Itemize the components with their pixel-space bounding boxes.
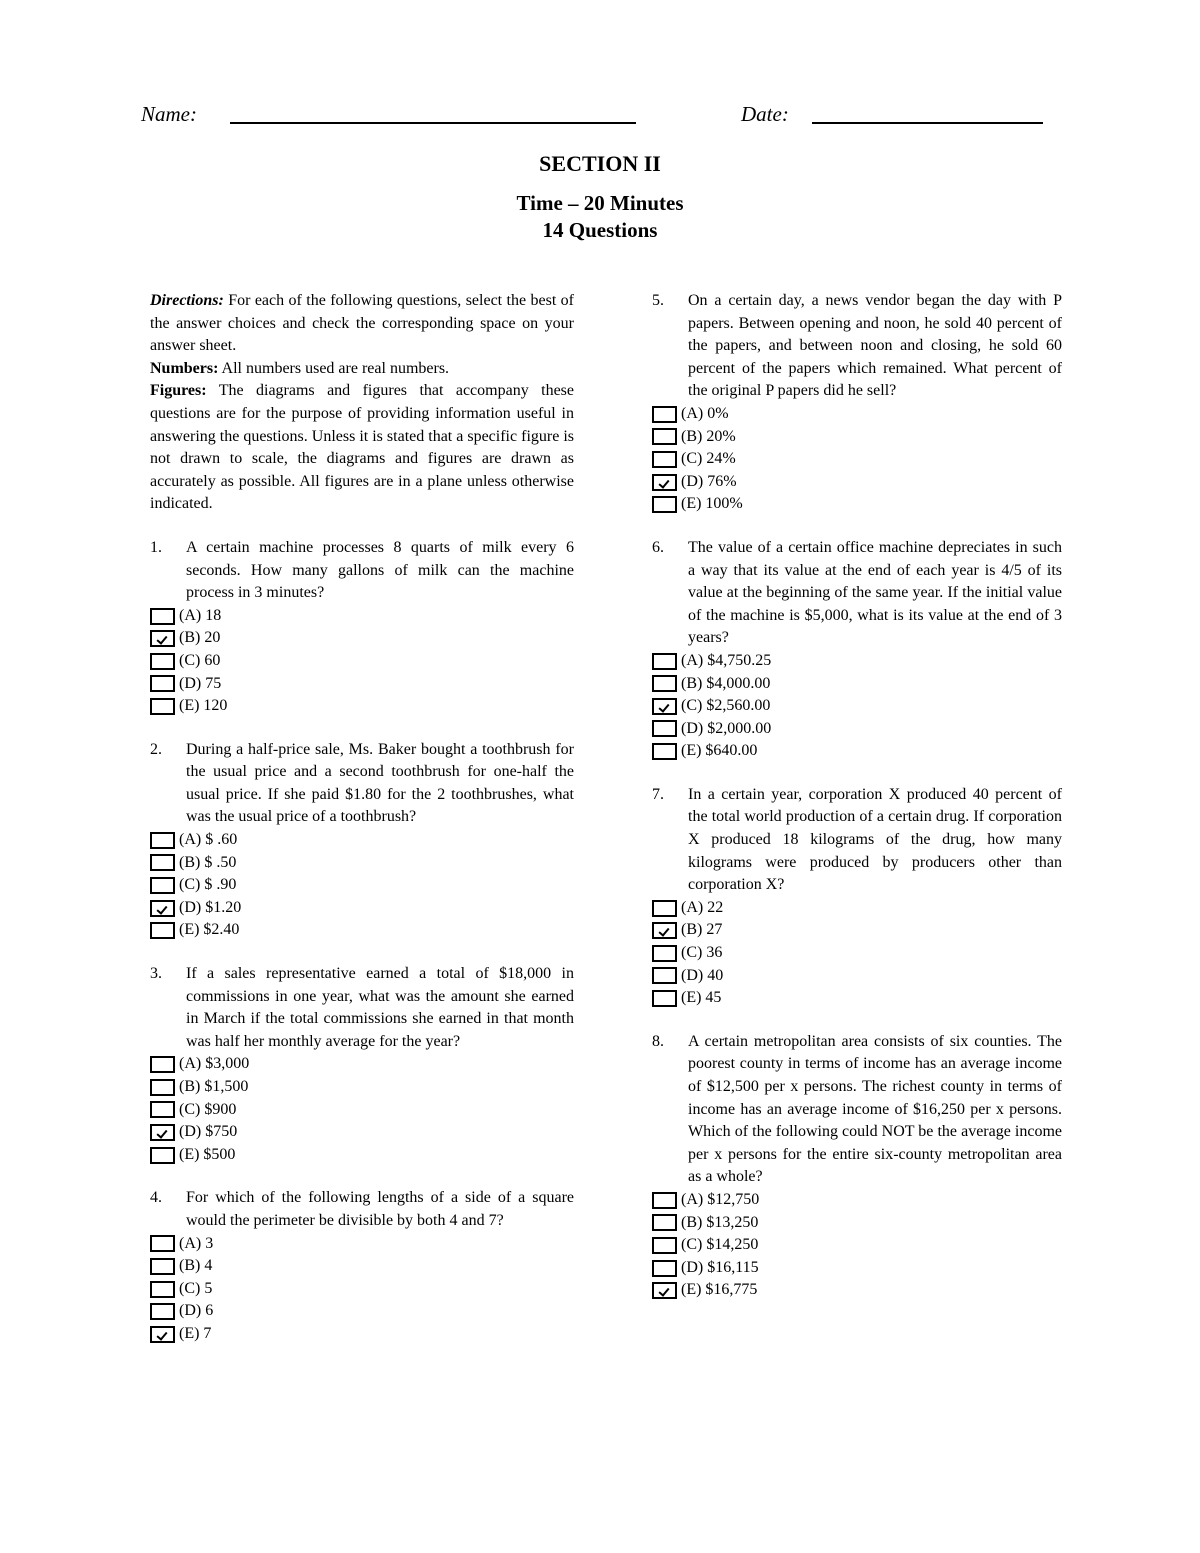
question-text: For which of the following lengths of a side of a square would the perimeter be divisible by both 4 and 7? <box>186 1189 574 1229</box>
answer-choice[interactable] <box>652 987 1062 1010</box>
question-7 <box>652 784 1062 1010</box>
question-2 <box>150 739 574 942</box>
answer-choice[interactable] <box>652 650 1062 673</box>
answer-choice[interactable] <box>150 1099 574 1122</box>
numbers-label: Numbers: <box>150 359 219 377</box>
question-8 <box>652 1031 1062 1302</box>
answer-choice[interactable] <box>652 673 1062 696</box>
choice-label: (D) 6 <box>179 1302 214 1320</box>
questions-left <box>150 537 574 1346</box>
choice-label: (E) $640.00 <box>681 742 758 760</box>
question-3 <box>150 963 574 1166</box>
choice-label: (A) $12,750 <box>681 1190 760 1208</box>
answer-choice[interactable] <box>652 965 1062 988</box>
choice-label: (A) 0% <box>681 404 729 422</box>
time-limit: Time – 20 Minutes <box>516 191 684 215</box>
answer-choice[interactable] <box>652 471 1062 494</box>
question-1 <box>150 537 574 718</box>
question-number: 7. <box>652 785 664 803</box>
choice-label: (A) $ .60 <box>179 831 238 849</box>
checkbox[interactable] <box>150 1079 175 1096</box>
question-number: 6. <box>652 538 664 556</box>
choice-label: (C) $ .90 <box>179 876 237 894</box>
choice-label: (D) 76% <box>681 472 737 490</box>
checked-checkbox[interactable] <box>652 474 677 491</box>
answer-choice[interactable] <box>150 874 574 897</box>
answer-choice[interactable] <box>652 1189 1062 1212</box>
checked-checkbox[interactable] <box>150 900 175 917</box>
question-stem <box>150 537 574 605</box>
checkbox[interactable] <box>150 608 175 625</box>
choice-label: (D) 75 <box>179 674 222 692</box>
choice-label: (D) 40 <box>681 966 724 984</box>
right-column <box>652 290 1062 1323</box>
choice-label: (C) 24% <box>681 450 736 468</box>
answer-choice[interactable] <box>652 919 1062 942</box>
answer-choice[interactable] <box>150 1076 574 1099</box>
directions-text: For each of the following questions, select the best of the answer choices and check the corresponding space on your answer sheet. <box>150 292 574 355</box>
directions-paragraph <box>150 290 574 358</box>
question-text: The value of a certain office machine depreciates in such a way that its value at the end of each year is 4/5 of its value at the beginning of the same year. If the initial value of the machine is $5,000, what is its value at the end of 3 years? <box>688 538 1062 647</box>
question-stem <box>652 784 1062 897</box>
choice-label: (C) 60 <box>179 651 221 669</box>
checkbox[interactable] <box>652 945 677 962</box>
left-column <box>150 290 574 1367</box>
choice-label: (B) $1,500 <box>179 1078 249 1095</box>
answer-choice[interactable] <box>150 897 574 920</box>
answer-choice[interactable] <box>652 426 1062 449</box>
checkbox[interactable] <box>652 743 677 760</box>
answer-choice[interactable] <box>150 1053 574 1076</box>
question-number: 1. <box>150 538 162 556</box>
answer-choice[interactable] <box>150 1121 574 1144</box>
checkbox[interactable] <box>150 1101 175 1118</box>
checkbox[interactable] <box>150 832 175 849</box>
choice-label: (E) $2.40 <box>179 921 240 939</box>
checkbox[interactable] <box>150 1303 175 1320</box>
choice-label: (D) $2,000.00 <box>681 719 772 737</box>
question-stem <box>652 290 1062 403</box>
question-stem <box>652 537 1062 650</box>
answer-choice[interactable] <box>150 1300 574 1323</box>
checkbox[interactable] <box>652 406 677 423</box>
question-text: During a half-price sale, Ms. Baker bought a toothbrush for the usual price and a second toothbrush for one-half the usual price. If she paid $1.80 for the 2 toothbrushes, what was the usual price of a toothbrush? <box>186 740 574 826</box>
choice-label: (E) 45 <box>681 989 722 1007</box>
question-number: 8. <box>652 1032 664 1050</box>
choice-label: (A) 18 <box>179 606 222 624</box>
answer-choice[interactable] <box>652 695 1062 718</box>
date-label: Date: <box>741 102 789 126</box>
checkbox[interactable] <box>652 496 677 513</box>
numbers-text: All numbers used are real numbers. <box>218 359 450 377</box>
choice-label: (C) $14,250 <box>681 1236 759 1254</box>
checkbox[interactable] <box>652 900 677 917</box>
question-stem <box>150 1187 574 1232</box>
answer-choice[interactable] <box>150 1144 574 1167</box>
choice-label: (B) 20 <box>179 629 221 647</box>
checkbox[interactable] <box>150 877 175 894</box>
answer-choice[interactable] <box>150 1255 574 1278</box>
choice-label: (E) 120 <box>179 697 228 715</box>
question-text: On a certain day, a news vendor began the day with P papers. Between opening and noon, he sold 40 percent of the papers, and between noon and closing, he sold 60 percent of the papers which remained. What percent of the original P papers did he sell? <box>688 292 1062 400</box>
checkbox[interactable] <box>150 653 175 670</box>
question-number: 5. <box>652 292 664 309</box>
choice-label: (B) 27 <box>681 921 723 939</box>
checkbox[interactable] <box>652 967 677 984</box>
question-stem <box>150 739 574 829</box>
choice-label: (B) $13,250 <box>681 1213 759 1231</box>
checked-checkbox[interactable] <box>150 1326 175 1343</box>
checkbox[interactable] <box>652 675 677 692</box>
choice-label: (A) 3 <box>179 1234 214 1252</box>
answer-choice[interactable] <box>150 650 574 673</box>
choice-label: (A) $3,000 <box>179 1055 250 1073</box>
checkbox[interactable] <box>652 428 677 445</box>
choice-label: (B) $4,000.00 <box>681 674 771 692</box>
answer-choice[interactable] <box>150 829 574 852</box>
question-number: 4. <box>150 1189 162 1207</box>
answer-choice[interactable] <box>652 1212 1062 1235</box>
checkbox[interactable] <box>652 653 677 670</box>
question-6 <box>652 537 1062 763</box>
answer-choice[interactable] <box>652 942 1062 965</box>
checked-checkbox[interactable] <box>652 698 677 715</box>
questions-right <box>652 290 1062 1302</box>
choice-label: (E) 7 <box>179 1324 212 1342</box>
checkbox[interactable] <box>150 854 175 871</box>
choice-label: (D) $1.20 <box>179 898 242 916</box>
choice-label: (D) $16,115 <box>681 1258 759 1276</box>
question-text: A certain machine processes 8 quarts of milk every 6 seconds. How many gallons of milk can the machine process in 3 minutes? <box>186 538 574 602</box>
question-stem <box>150 963 574 1053</box>
checkbox[interactable] <box>150 922 175 939</box>
checkbox[interactable] <box>150 1147 175 1164</box>
answer-choice[interactable] <box>150 1233 574 1256</box>
question-stem <box>652 1031 1062 1189</box>
question-number: 2. <box>150 740 162 758</box>
choice-label: (E) $500 <box>179 1145 236 1163</box>
checkbox[interactable] <box>150 1281 175 1298</box>
checkbox[interactable] <box>150 1056 175 1073</box>
name-field-line[interactable] <box>230 122 636 124</box>
choice-label: (E) $16,775 <box>681 1281 758 1299</box>
answer-choice[interactable] <box>150 627 574 650</box>
answer-choice[interactable] <box>652 897 1062 920</box>
choice-label: (C) $2,560.00 <box>681 697 771 715</box>
question-5 <box>652 290 1062 516</box>
numbers-paragraph <box>150 358 574 381</box>
choice-label: (E) 100% <box>681 495 743 513</box>
checked-checkbox[interactable] <box>150 1124 175 1141</box>
answer-choice[interactable] <box>652 403 1062 426</box>
question-text: A certain metropolitan area consists of six counties. The poorest county in terms of income has an average income of $12,500 per x persons. The richest county in terms of income has an average income of $16,250 per x persons. Which of the following could NOT be the average income per x persons for the entire six-county metropolitan area as a whole? <box>688 1032 1062 1186</box>
question-text: In a certain year, corporation X produced 40 percent of the total world production of a certain drug. If corporation X produced 18 kilograms of the drug, how many kilograms were produced by producers other than corporation X? <box>688 785 1062 894</box>
answer-choice[interactable] <box>150 605 574 628</box>
answer-choice[interactable] <box>150 695 574 718</box>
answer-choice[interactable] <box>652 1257 1062 1280</box>
choice-label: (C) 5 <box>179 1279 213 1297</box>
section-title: SECTION II <box>539 151 661 176</box>
choice-label: (A) 22 <box>681 898 724 916</box>
figures-text: The diagrams and figures that accompany these questions are for the purpose of providing information useful in answering the questions. Unless it is stated that a specific figure is not drawn to scale, the diagrams and figures are drawn as accurately as possible. All figures are in a plane unless otherwise indicated. <box>150 382 574 513</box>
answer-choice[interactable] <box>150 673 574 696</box>
checkbox[interactable] <box>652 451 677 468</box>
choice-label: (C) 36 <box>681 944 723 962</box>
question-4 <box>150 1187 574 1345</box>
question-count: 14 Questions <box>542 218 658 242</box>
choice-label: (A) $4,750.25 <box>681 651 772 669</box>
choice-label: (B) 4 <box>179 1257 213 1275</box>
checkbox[interactable] <box>652 1214 677 1231</box>
choice-label: (D) $750 <box>179 1123 238 1141</box>
checkbox[interactable] <box>652 1192 677 1209</box>
checkbox[interactable] <box>652 1260 677 1277</box>
answer-choice[interactable] <box>652 740 1062 763</box>
answer-choice[interactable] <box>652 1234 1062 1257</box>
directions-label: Directions: <box>150 292 224 309</box>
directions-block <box>150 290 574 516</box>
choice-label: (C) $900 <box>179 1100 237 1118</box>
checkbox[interactable] <box>652 720 677 737</box>
checkbox[interactable] <box>150 1258 175 1275</box>
answer-choice[interactable] <box>150 919 574 942</box>
question-number: 3. <box>150 965 162 983</box>
figures-label: Figures: <box>150 382 207 400</box>
checked-checkbox[interactable] <box>150 630 175 647</box>
checked-checkbox[interactable] <box>652 922 677 939</box>
checkbox[interactable] <box>150 1235 175 1252</box>
answer-choice[interactable] <box>150 852 574 875</box>
date-field-line[interactable] <box>812 122 1043 124</box>
checkbox[interactable] <box>150 675 175 692</box>
choice-label: (B) $ .50 <box>179 853 237 871</box>
checkbox[interactable] <box>652 1237 677 1254</box>
choice-label: (B) 20% <box>681 427 736 445</box>
answer-choice[interactable] <box>150 1323 574 1346</box>
answer-choice[interactable] <box>150 1278 574 1301</box>
question-text: If a sales representative earned a total of $18,000 in commissions in one year, what was the amount she earned in March if the total commissions she earned in that month was half her monthly average for the year? <box>186 965 574 1050</box>
checkbox[interactable] <box>150 698 175 715</box>
figures-paragraph <box>150 380 574 516</box>
answer-choice[interactable] <box>652 448 1062 471</box>
answer-choice[interactable] <box>652 718 1062 741</box>
answer-choice[interactable] <box>652 493 1062 516</box>
checkbox[interactable] <box>652 990 677 1007</box>
name-label: Name: <box>141 102 197 126</box>
checked-checkbox[interactable] <box>652 1282 677 1299</box>
answer-choice[interactable] <box>652 1279 1062 1302</box>
